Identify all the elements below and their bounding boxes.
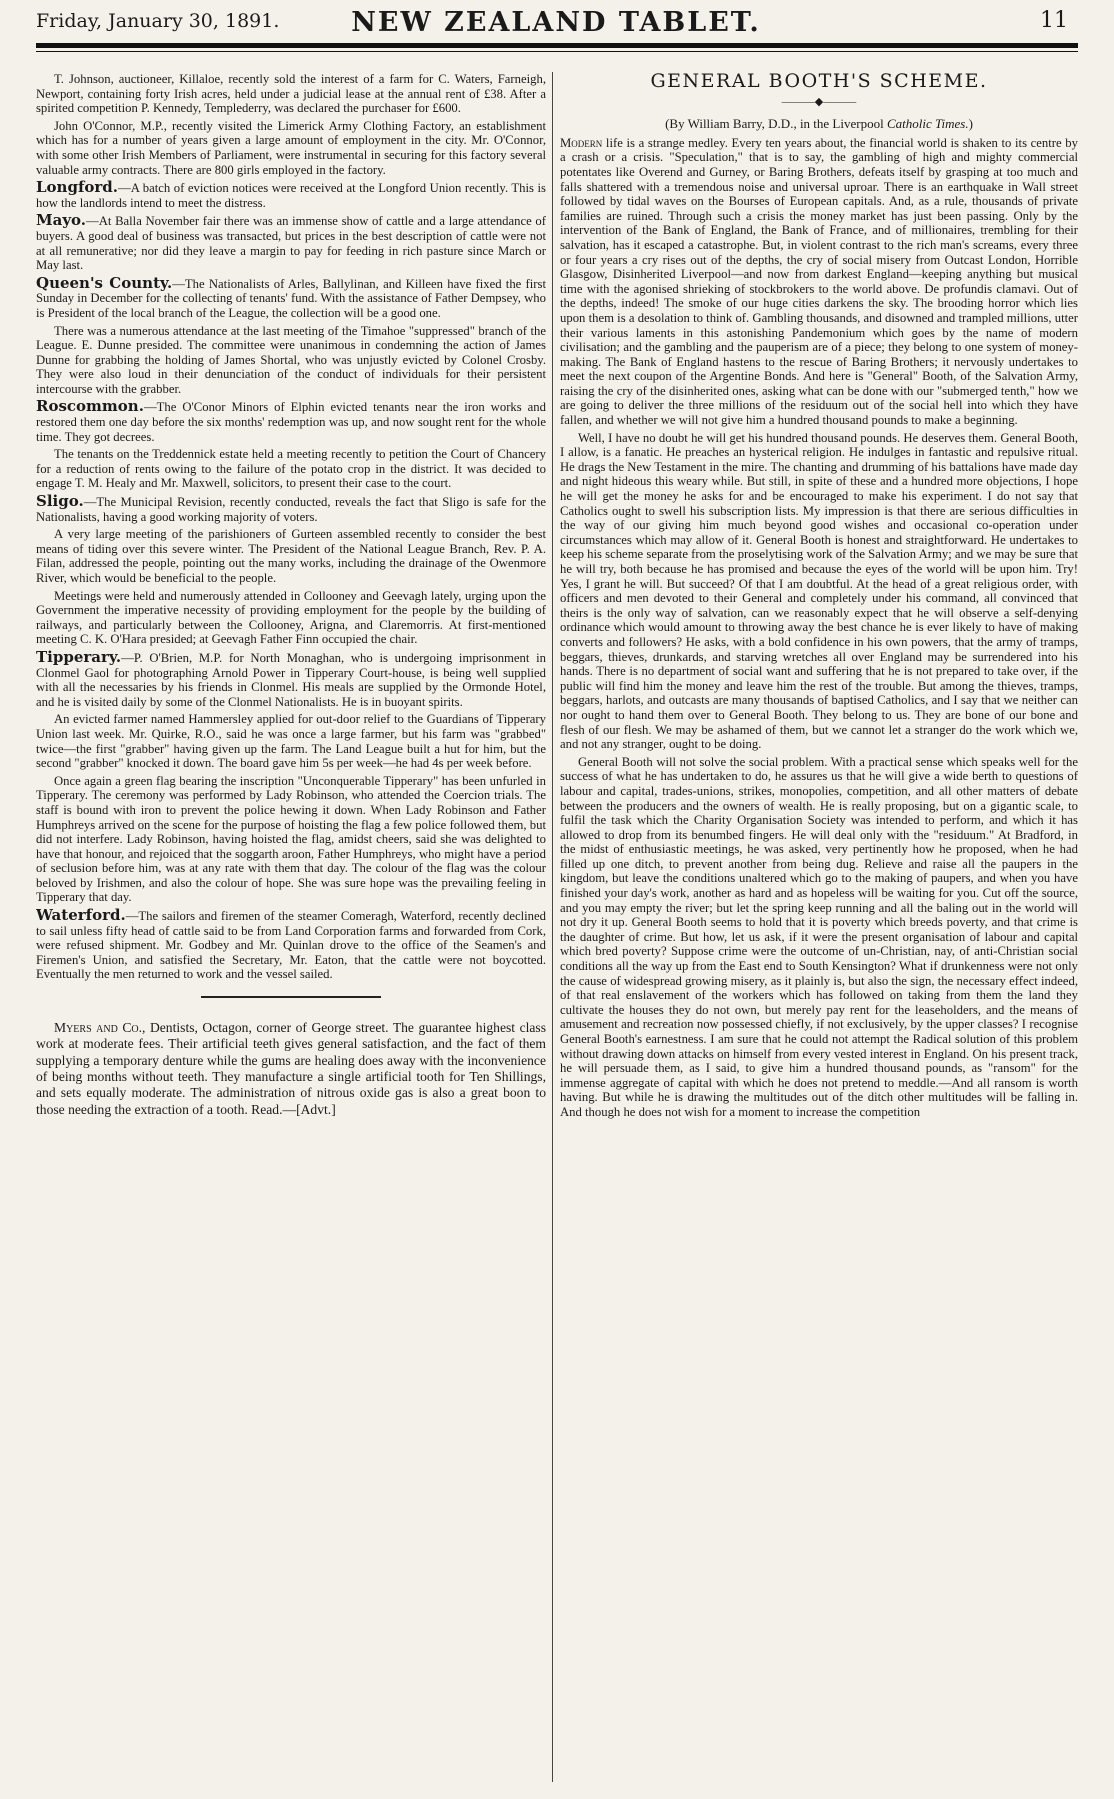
right-column [560, 72, 1078, 1792]
article-byline [560, 117, 1078, 132]
article-paragraph: A very large meeting of the parishioners of Gurteen assembled recently to consider the best means of tiding over this severe winter. The President of the National League Branch, Rev. P. A. Filan, addressed the people, pointing out the many works, including the drainage of the Owenmore River, which would be beneficial to the people. [36, 527, 546, 585]
article-paragraph: An evicted farmer named Hammersley applied for out-door relief to the Guardians of Tipperary Union last week. Mr. Quirke, R.O., said he was once a large farmer, but his farm was "grabbed" twice—the first "grabber" having given up the farm. The Land League built a hut for him, but the second "grabber" knocked it down. The board gave him 5s per week—he had 4s per week before. [36, 712, 546, 771]
byline-close: ) [968, 116, 973, 132]
county-text: —The Nationalists of Arles, Ballylinan, and Killeen have fixed the first Sunday in December for the collecting of tenants' fund. With the assistance of Father Dempsey, who is President of the local branch of the League, the collection will be a good one. [36, 276, 546, 320]
county-item-sligo [36, 494, 546, 524]
header-rule-thin [36, 51, 1078, 52]
county-heading: Longford. [36, 178, 119, 197]
county-heading: Mayo. [36, 211, 87, 230]
byline-author: (By William Barry, D.D., in the Liverpool [665, 116, 887, 132]
county-item-tipperary [36, 647, 546, 709]
header-rule-thick [36, 43, 1078, 48]
county-heading: Queen's County. [36, 273, 173, 292]
paragraph-text: life is a strange medley. Every ten years about, the financial world is shaken to its centre by a crash or a crisis. "Speculation," that is to say, the gambling of high and mighty commercial potentates like Overend and Gurney, or Baring Brothers, defeats itself by grasping at too much and falls shattered with a tremendous noise and universal uproar. There is an earthquake in Wall street followed by tidal waves on the Bourses of European capitals. And, as a rule, thousands of private families are ruined. Through such a crisis the money market has just been passing. Only by the intervention of the Bank of England, the Bank of France, and of millionaires, trembling for their salvation, has it escaped a catastrophe. But, in violent contrast to the rich man's screams, every three or four years a cry rises out of the depths, the cry of social misery from Outcast London, Horrible Glasgow, Disinherited Liverpool—and now from darkest England—keeping anything but musical time with the agonised shrieking of stockbrokers to the world above. De profundis clamavi. Out of the depths, indeed! The smoke of our huge cities darkens the sky. The brooding horror which lies upon them is a desolation to think of. Gambling thousands, and disowned and trampled millions, utter their various laments in this astonishing Pandemonium which goes by the name of modern civilisation; and the gambling and the pauperism are of a piece; they belong to one system of money-making. The Bank of England hastens to the rescue of Baring Brothers; it nervously undertakes to meet the next coupon of the Argentine Bonds. And here is "General" Booth, of the Salvation Army, raising the cry of the disinherited ones, asking what can be done with our "submerged tenth," how we are going to deliver the three millions of the residuum out of the social hell into which they have fallen, and whether we will not give him a hundred thousand pounds to make a beginning. [560, 135, 1078, 428]
article-title: GENERAL BOOTH'S SCHEME. [650, 72, 988, 92]
page-number: 11 [1040, 8, 1068, 33]
article-paragraph: The tenants on the Treddennick estate held a meeting recently to petition the Court of Chancery for a reduction of rents owing to the failure of the potato crop in the district. It was decided to engage T. M. Healy and Mr. Maxwell, solicitors, to present their case to the court. [36, 447, 546, 491]
masthead-title: NEW ZEALAND TABLET. [351, 7, 761, 38]
advertisement [36, 1020, 546, 1118]
article-paragraph: General Booth will not solve the social problem. With a practical sense which speaks well for the success of what he has undertaken to do, he assures us that he will give a wide berth to questions of labour and capital, trades-unions, strikes, monopolies, competition, and all other matters of debate between the producers and the owners of wealth. He is really proposing, but on a gigantic scale, to fulfil the task which the Charity Organisation Society was intended to perform, and which it has allowed to drop from its benumbed fingers. He will deal only with the "residuum." At Bradford, in the midst of enthusiastic meetings, he was asked, very pertinently how he proposed, when he had filled up one ditch, to prevent another from being dug. Relieve and raise all the paupers in the kingdom, but leave the conditions unaltered which go to the making of paupers, and when you have finished your day's work, another as hard and as hopeless will be waiting for you. Cut off the source, and you may empty the river; but let the spring keep running and all the baling out in the world will not dry it up. General Booth seems to hold that it is poverty which breeds poverty, and that crime is the daughter of crime. But how, let us ask, if it were the present organisation of labour and capital which bred poverty? Suppose crime were the outcome of un-Christian, nay, of anti-Christian social conditions all the way up from the East end to South Kensington? What if drunkenness were not only the cause of widespread growing misery, as it plainly is, but also the sign, the necessary effect indeed, of that real enslavement of the workers which has followed on taking from them the land they cultivate the houses they do not own, but merely pay rent for the leaseholders, and the means of amusement and recreation now possessed chiefly, if not exclusively, by the upper classes? I recognise General Booth's earnestness. I am sure that he could not attempt the Radical solution of this problem without drawing down attacks on himself from every vested interest in England. On his present track, he will persuade them, as I said, to give him a hundred thousand pounds, as "ransom" for the immense aggregate of capital with which he does not pretend to meddle.—And all ransom is worth having. But while he is drawing the multitudes out of the ditch other multitudes will be falling in. And though he does not wish for a moment to increase the competition [560, 754, 1078, 1119]
county-heading: Waterford. [36, 906, 126, 925]
advertisement-text: Dentists, Octagon, corner of George street. The guarantee highest class work at moderate fees. Their artificial teeth gives general satisfaction, and the fact of them supplying a temporary denture while the gums are healing does away with the inconvenience of being months without teeth. They manufacture a single artificial tooth for Ten Shillings, and sets equally moderate. The administration of nitrous oxide gas is also a great boon to those needing the extraction of a tooth. Read.—[Advt.] [36, 1020, 546, 1117]
county-item-waterford [36, 908, 546, 982]
lead-word: Modern [560, 135, 603, 150]
county-text: —The O'Conor Minors of Elphin evicted tenants near the iron works and restored them one day before the six months' redemption was up, and now sought rent for the whole time. They got decrees. [36, 400, 546, 444]
county-item-longford [36, 180, 546, 210]
county-text: —The Municipal Revision, recently conducted, reveals the fact that Sligo is safe for the Nationalists, having a good working majority of voters. [36, 495, 546, 524]
county-text: —A batch of eviction notices were received at the Longford Union recently. This is how the landlords intend to meet the distress. [36, 181, 546, 210]
county-heading: Sligo. [36, 492, 84, 511]
county-item-queens [36, 273, 546, 321]
issue-date: Friday, January 30, 1891. [36, 10, 280, 32]
county-item-roscommon [36, 399, 546, 444]
ornament-divider: ———◆——— [781, 95, 857, 108]
left-column [36, 72, 546, 1737]
column-divider [552, 72, 553, 1782]
article-paragraph: John O'Connor, M.P., recently visited the Limerick Army Clothing Factory, an establishment which has for a number of years given a large amount of employment in the city. Mr. O'Connor, with some other Irish Members of Parliament, were instrumental in securing for this factory several valuable army contracts. There are 800 girls employed in the factory. [36, 118, 546, 177]
article-paragraph: Well, I have no doubt he will get his hundred thousand pounds. He deserves them. General Booth, I allow, is a fanatic. He preaches an hysterical religion. He indulges in fantastic and repulsive ritual. He drags the New Testament in the mire. The chanting and drumming of his battalions have made day and night hideous this weary while. But still, in spite of these and a hundred more objections, I hope he will get the money he asks for and be encouraged to make his experiment. I do not say that Catholics ought to swell his subscription lists. My impression is that there are serious difficulties in the way of our giving him much beyond good wishes and occasional co-operation under circumstances which may allow of it. General Booth is honest and straightforward. He undertakes to keep his scheme separate from the proselytising work of the Salvation Army; and we may be sure that he will try, both because he has promised and because the eyes of the world will be upon him. Try! Yes, I grant he will. But succeed? Of that I am doubtful. At the head of a great religious order, with officers and men devoted to their General and completely under his command, all convinced that theirs is the only way of salvation, can we reasonably expect that he will observe a self-denying ordinance which would amount to throwing away the best chance he is ever likely to have of making converts and followers? He asks, with a bold confidence in his own powers, that the army of tramps, beggars, thieves, drunkards, and starving wretches all over England may be surrendered into his hands. There is no department of social want and suffering that he is not prepared to take over, if the public will find him the money and leave him the rest of the trouble. But among the thieves, tramps, beggars, harlots, and outcasts are many thousands of baptised Catholics, and I say that we neither can nor ought to hand them over to General Booth. They belong to us. They are bone of our bone and flesh of our flesh. We may be ashamed of them, but we cannot let a stranger do the work which we, and not any stranger, ought to be doing. [560, 430, 1078, 752]
advertiser-name: Myers and Co., [54, 1020, 146, 1036]
article-paragraph: Meetings were held and numerously attended in Collooney and Geevagh lately, urging upon the Government the imperative necessity of providing employment for the people by the building of railways, and particularly between the Collooney, Arigna, and Claremorris. At first-mentioned meeting C. K. O'Hara presided; at Geevagh Father Finn occupied the chair. [36, 588, 546, 647]
article-paragraph [560, 136, 1078, 428]
county-text: —At Balla November fair there was an immense show of cattle and a large attendance of buyers. A good deal of business was transacted, but prices in the best description of cattle were not at all remunerative; nor did they leave a margin to pay for feeding in rich pasture since March or May last. [36, 214, 546, 273]
article-paragraph: Once again a green flag bearing the inscription "Unconquerable Tipperary" has been unfurled in Tipperary. The ceremony was performed by Lady Robinson, who attended the Coercion trials. The staff is bound with iron to prevent the police hewing it down. When Lady Robinson and Father Humphreys arrived on the scene for the purpose of hoisting the flag a few police followed them, but did not interfere. Lady Robinson, having hoisted the flag, amidst cheers, said she was delighted to have that honour, and rejoiced that the soggarth aroon, Father Humphreys, who might have a period of seclusion before him, was at any rate with them that day. The colour of the flag was the colour beloved by Irishmen, and also the colour of hope. She was sure hope was the prevailing feeling in Tipperary that day. [36, 773, 546, 905]
county-heading: Roscommon. [36, 397, 144, 416]
county-item-mayo [36, 213, 546, 272]
byline-paper: Catholic Times. [886, 116, 969, 132]
article-paragraph: T. Johnson, auctioneer, Killaloe, recently sold the interest of a farm for C. Waters, Farneigh, Newport, containing forty Irish acres, held under a judicial lease at the annual rent of £38. After a spirited competition P. Kennedy, Templederry, was declared the purchaser for £600. [36, 72, 546, 116]
county-heading: Tipperary. [36, 647, 122, 666]
county-text: —The sailors and firemen of the steamer Comeragh, Waterford, recently declined to sail unless fifty head of cattle said to be from Land Corporation farms and forwarded from Cork, were refused shipment. Mr. Godbey and Mr. Quinlan drove to the office of the Seamen's and Firemen's Union, and satisfied the Secretary, Mr. Eaton, that the cattle were not boycotted. Eventually the men returned to work and the vessel sailed. [36, 909, 546, 982]
article-paragraph: There was a numerous attendance at the last meeting of the Timahoe "suppressed" branch of the League. E. Dunne presided. The committee were unanimous in condemning the action of James Dunne for grabbing the holding of James Shortal, who was unjustly evicted by Colonel Crosby. They were also loud in their denunciation of the conduct of individuals for their persistent intercourse with the grabber. [36, 323, 546, 396]
section-rule [201, 996, 381, 998]
county-text: —P. O'Brien, M.P. for North Monaghan, who is undergoing imprisonment in Clonmel Gaol for photographing Arnold Power in Tipperary Court-house, is being well supplied with all the necessaries by his friends in Clonmel. His meals are supplied by the Ormonde Hotel, and he is visited daily by some of the Clonmel Nationalists. He is in buoyant spirits. [36, 650, 546, 709]
